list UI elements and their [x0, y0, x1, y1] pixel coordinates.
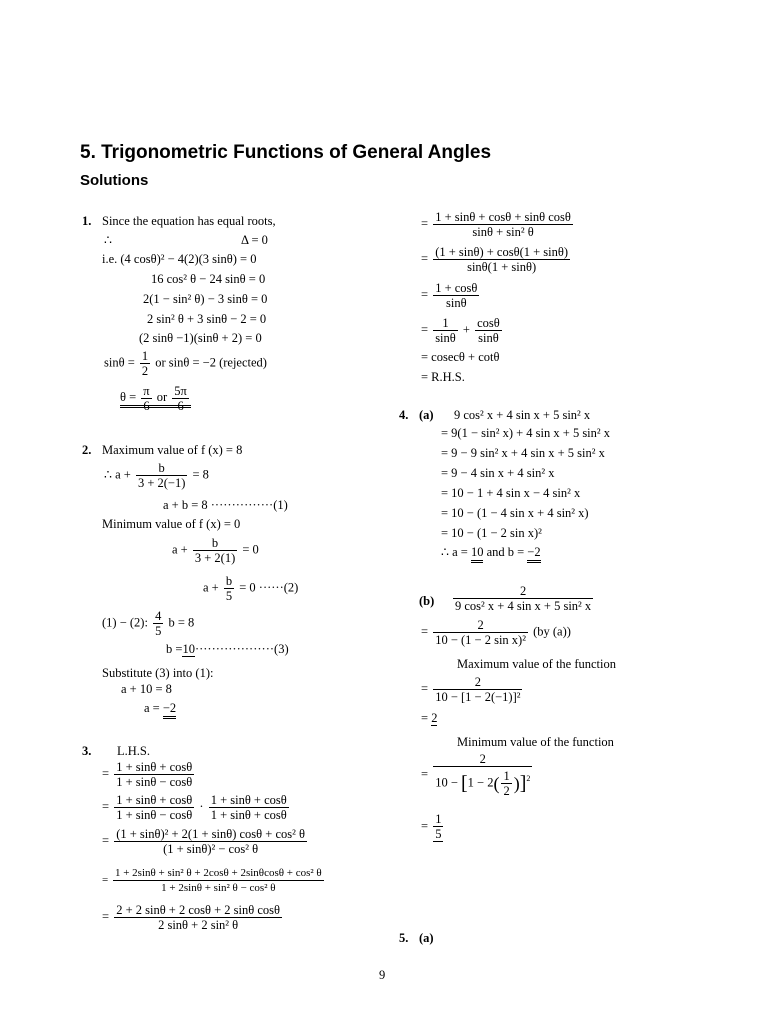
q2-line6 [203, 574, 298, 603]
denominator: 1 + sinθ + cosθ [210, 808, 287, 822]
equals: = [102, 799, 110, 814]
paren-open: ( [493, 773, 500, 794]
fraction [453, 584, 593, 613]
q2-subtract: (1) − (2): [102, 615, 148, 630]
q4-b1 [451, 584, 595, 613]
denominator: 5 [155, 624, 162, 638]
q3-step3 [102, 827, 309, 856]
q2-a-plus: a + [203, 580, 219, 595]
fraction [141, 384, 151, 413]
squared: 2 [526, 774, 531, 784]
q2-line10: a + 10 = 8 [121, 682, 172, 696]
q2-line3: a + b = 8 ···············(1) [163, 498, 288, 512]
denominator: sinθ [446, 296, 467, 310]
q1-line6: 2 sin² θ + 3 sinθ − 2 = 0 [147, 312, 267, 326]
q1-delta: Δ = 0 [241, 233, 268, 247]
fraction [501, 769, 511, 798]
paren-close: ) [513, 773, 520, 794]
denominator: 1 + sinθ − cosθ [116, 775, 193, 789]
denominator: 6 [143, 399, 150, 413]
q3-step7 [421, 245, 572, 274]
q2-eq: = 0 [242, 542, 259, 557]
q2-label3: ···················(3) [194, 642, 289, 656]
q4-max-value: 2 [431, 711, 438, 725]
q3-step2 [102, 793, 291, 822]
numerator: π [143, 384, 150, 398]
q2-b-eq: b = 8 [168, 615, 195, 630]
q3-number: 3. [82, 744, 92, 758]
denominator: 1 + 2sinθ + sin² θ − cos² θ [161, 882, 276, 894]
q1-rejected: or sinθ = −2 (rejected) [155, 355, 267, 370]
equals: = [421, 766, 429, 781]
q2-line9: Substitute (3) into (1): [102, 666, 214, 680]
numerator: 2 [453, 584, 593, 599]
denominator: sinθ [478, 331, 499, 345]
q1-sin-eq: sinθ = [104, 355, 135, 370]
q4-a2: = 9(1 − sin² x) + 4 sin x + 5 sin² x [441, 426, 611, 440]
q1-line7: (2 sinθ −1)(sinθ + 2) = 0 [139, 331, 262, 345]
q2-b-value: 10 [182, 642, 195, 656]
bracket-close: ] [519, 772, 527, 795]
fraction [209, 793, 289, 822]
q2-a-value: −2 [163, 701, 176, 719]
den-ten: 10 − [435, 775, 458, 790]
q3-step9 [421, 316, 504, 345]
page-number: 9 [379, 968, 386, 982]
q5-part-a: (a) [419, 931, 434, 945]
q4-b4 [421, 675, 524, 704]
numerator: 1 + 2sinθ + sin² θ + 2cosθ + 2sinθcosθ + cos² θ [114, 867, 322, 879]
q1-answer [120, 384, 191, 413]
q2-line8 [166, 642, 289, 656]
equals: = [421, 681, 429, 696]
numerator: 4 [155, 609, 162, 623]
numerator: 1 [503, 769, 510, 783]
numerator: (1 + sinθ)² + 2(1 + sinθ) cosθ + cos² θ [116, 827, 305, 841]
fraction [140, 349, 150, 378]
fraction [114, 827, 307, 856]
q4-b-value: −2 [527, 545, 540, 563]
q4-part-b: (b) [419, 594, 435, 608]
denominator: 9 cos² x + 4 sin x + 5 sin² x [455, 599, 592, 613]
q1-line4: 16 cos² θ − 24 sinθ = 0 [151, 272, 266, 286]
q3-step8 [421, 281, 481, 310]
q1-therefore: ∴ [104, 233, 112, 247]
q4-b-eq: and b = [486, 545, 525, 559]
fraction [433, 210, 573, 239]
denominator: 2 [141, 364, 149, 378]
fraction [433, 316, 458, 345]
fraction [475, 316, 502, 345]
denominator: 2 [503, 784, 510, 798]
dot: · [199, 799, 204, 814]
equals: = [421, 287, 429, 302]
numerator: 1 + sinθ + cosθ [116, 793, 193, 807]
q2-eq2: = 0 ······(2) [239, 580, 299, 595]
q4-b6: Minimum value of the function [457, 735, 614, 749]
equals: = [421, 711, 429, 725]
q2-line1: Maximum value of f (x) = 8 [102, 443, 243, 457]
fraction [433, 812, 443, 842]
equals: = [102, 874, 109, 887]
denominator: 3 + 2(−1) [137, 476, 186, 490]
q4-a4: = 9 − 4 sin x + 4 sin² x [441, 466, 555, 480]
q4-part-a: (a) [419, 408, 434, 422]
q2-a-plus: a + [172, 542, 188, 557]
q4-a-value: 10 [471, 545, 484, 563]
numerator: cosθ [477, 316, 500, 330]
q1-line8 [104, 349, 267, 378]
denominator: 5 [225, 589, 233, 603]
equals: = [421, 624, 429, 639]
fraction [114, 760, 194, 789]
q3-rhs: = R.H.S. [421, 370, 465, 384]
numerator: 2 [433, 618, 528, 633]
fraction [433, 245, 570, 274]
numerator: (1 + sinθ) + cosθ(1 + sinθ) [435, 245, 569, 259]
q3-step10: = cosecθ + cotθ [421, 350, 500, 364]
denominator: 3 + 2(1) [194, 551, 236, 565]
fraction [172, 384, 189, 413]
denominator: 2 sinθ + 2 sin² θ [158, 918, 239, 932]
q5-number: 5. [399, 931, 409, 945]
q1-line1: Since the equation has equal roots, [102, 214, 276, 228]
q2-line5 [172, 536, 259, 565]
denominator: 6 [177, 399, 184, 413]
numerator: b [136, 461, 187, 476]
q2-line11 [144, 701, 176, 715]
q4-number: 4. [399, 408, 409, 422]
q4-b2 [421, 618, 571, 647]
q2-a: a = [144, 701, 160, 715]
denominator: sinθ(1 + sinθ) [467, 260, 537, 274]
q3-lhs: L.H.S. [117, 744, 150, 758]
q2-line7 [102, 609, 194, 638]
numerator: 1 + sinθ + cosθ + sinθ cosθ [435, 210, 571, 224]
q2-line2 [104, 461, 209, 490]
q4-b8 [421, 812, 445, 842]
numerator: 1 [141, 349, 149, 363]
q1-line3: i.e. (4 cosθ)² − 4(2)(3 sinθ) = 0 [102, 252, 257, 266]
denominator: 1 + sinθ − cosθ [116, 808, 193, 822]
numerator: 2 [433, 675, 522, 690]
q4-b3: Maximum value of the function [457, 657, 616, 671]
denominator: sinθ [435, 331, 456, 345]
q4-a-eq: ∴ a = [441, 545, 468, 559]
q1-number: 1. [82, 214, 92, 228]
fraction [433, 675, 522, 704]
q4-b5 [421, 711, 437, 725]
q4-a3: = 9 − 9 sin² x + 4 sin x + 5 sin² x [441, 446, 605, 460]
denominator: 5 [435, 827, 442, 841]
q3-step1 [102, 760, 196, 789]
denominator: sinθ + sin² θ [472, 225, 534, 239]
fraction [433, 281, 479, 310]
equals: = [421, 251, 429, 266]
den-inner: 1 − 2 [467, 775, 494, 790]
q2-number: 2. [82, 443, 92, 457]
q1-line5: 2(1 − sin² θ) − 3 sinθ = 0 [143, 292, 268, 306]
fraction [136, 461, 187, 490]
q4-b7 [421, 752, 534, 798]
fraction [114, 903, 282, 932]
q4-a5: = 10 − 1 + 4 sin x − 4 sin² x [441, 486, 581, 500]
q2-a-plus: ∴ a + [104, 467, 131, 482]
q3-step4 [102, 866, 326, 895]
numerator: 1 + cosθ [435, 281, 478, 295]
q1-line9 [120, 384, 191, 413]
q4-by-a: (by (a)) [533, 624, 571, 639]
numerator: 2 [433, 752, 532, 767]
numerator: 2 + 2 sinθ + 2 cosθ + 2 sinθ cosθ [116, 903, 281, 917]
section-subtitle: Solutions [80, 172, 149, 189]
fraction [114, 793, 194, 822]
numerator: b [225, 574, 233, 588]
numerator: 1 + sinθ + cosθ [116, 760, 193, 774]
page-title: 5. Trigonometric Functions of General Angles [80, 142, 492, 163]
equals: = [102, 833, 110, 848]
q2-line4: Minimum value of f (x) = 0 [102, 517, 241, 531]
denominator [433, 767, 532, 798]
denominator: (1 + sinθ)² − cos² θ [163, 842, 259, 856]
fraction [224, 574, 234, 603]
fraction [193, 536, 237, 565]
fraction [113, 866, 324, 895]
q4-a6: = 10 − (1 − 4 sin x + 4 sin² x) [441, 506, 589, 520]
numerator: 5π [174, 384, 187, 398]
plus: + [462, 322, 470, 337]
fraction [153, 609, 163, 638]
equals: = [421, 818, 429, 833]
q4-a7: = 10 − (1 − 2 sin x)² [441, 526, 542, 540]
bracket-open: [ [461, 772, 468, 795]
equals: = [102, 909, 110, 924]
q3-step6 [421, 210, 575, 239]
fraction [433, 618, 528, 647]
numerator: 1 [433, 316, 458, 331]
denominator: 10 − (1 − 2 sin x)² [435, 633, 526, 647]
or-text: or [156, 390, 168, 405]
denominator: 10 − [1 − 2(−1)]² [435, 690, 521, 704]
numerator: 1 + sinθ + cosθ [210, 793, 287, 807]
q4-a8 [441, 545, 541, 559]
numerator: 1 [435, 812, 442, 826]
fraction [433, 752, 532, 798]
equals: = [102, 766, 110, 781]
numerator: b [193, 536, 237, 551]
equals: = [421, 216, 429, 231]
q2-b: b = [166, 642, 183, 656]
q3-step5 [102, 903, 284, 932]
q1-theta: θ = [120, 390, 137, 405]
q2-eq: = 8 [192, 467, 209, 482]
q4-a1: 9 cos² x + 4 sin x + 5 sin² x [454, 408, 591, 422]
equals: = [421, 322, 429, 337]
